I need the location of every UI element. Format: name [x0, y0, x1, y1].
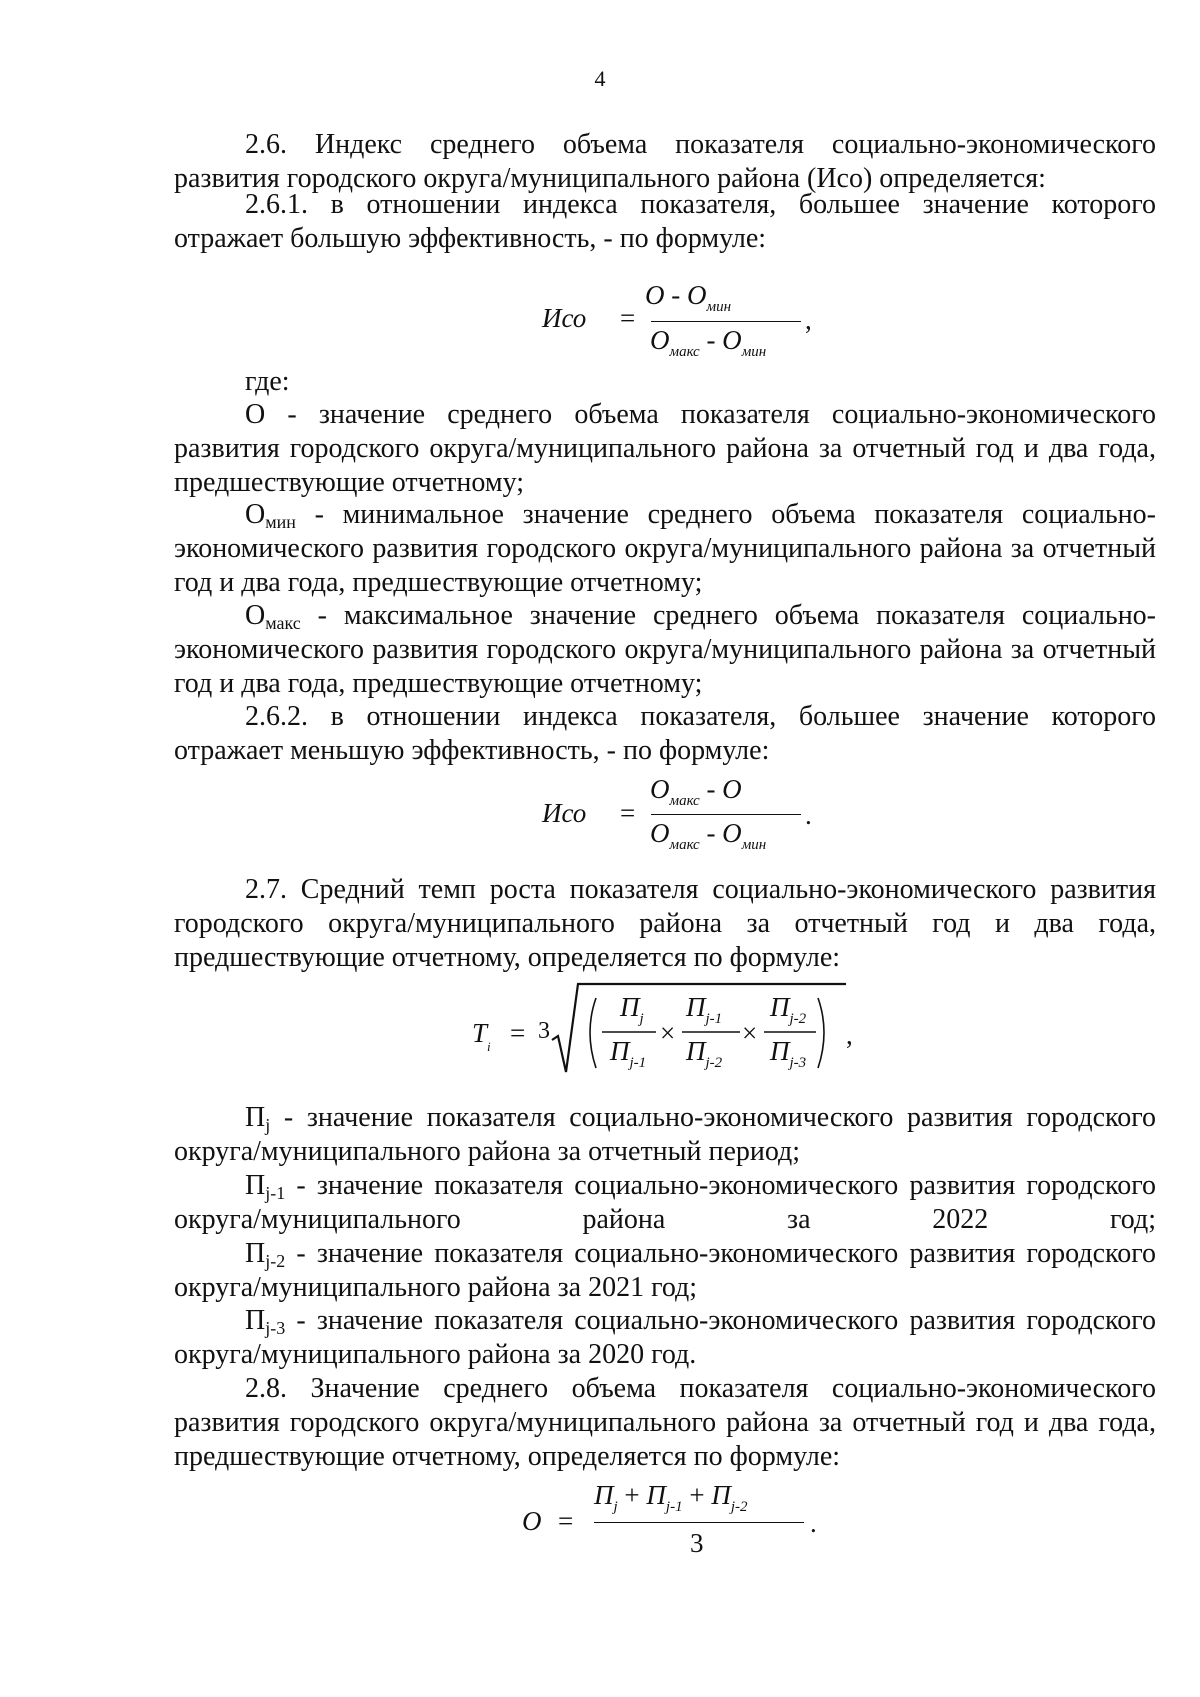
- formula-trailing-period: .: [805, 800, 812, 830]
- definition-o-max: $О_{макс}$ - максимальное значение среднего объема показателя социально-экономического развития городского округа/муниципального района за отчетный год и два года, предшествующие отчетному;: [174, 600, 1156, 699]
- formula-trailing-comma: ,: [846, 1020, 853, 1050]
- frac2-numerator: $П_{j-1}$: [686, 992, 723, 1027]
- formula-growth-rate: [460, 980, 860, 1080]
- frac1-denominator: $П_{j-1}$: [610, 1036, 647, 1071]
- frac3-denominator: $П_{j-3}$: [770, 1036, 807, 1071]
- formula-equals: =: [510, 1018, 526, 1048]
- page-number: 4: [594, 66, 606, 91]
- paragraph-2-6-1: 2.6.1. в отношении индекса показателя, большее значение которого отражает большую эффективность, - по формуле:: [174, 189, 1156, 254]
- formula-lhs: Исо: [542, 303, 587, 333]
- frac2-denominator: $П_{j-2}$: [686, 1036, 723, 1071]
- times-sign-2: ×: [742, 1018, 758, 1048]
- formula-equals: =: [620, 798, 636, 828]
- formula-iso-1: [530, 275, 812, 360]
- formula-equals: =: [620, 303, 636, 333]
- fraction-bar: [651, 814, 801, 815]
- definition-pj: $П_j$ - значение показателя социально-экономического развития городского округа/муниципального района за отчетный период;: [174, 1102, 1156, 1167]
- formula-equals: =: [558, 1506, 574, 1536]
- formula-numerator: $О_{макс}$ - О: [650, 774, 742, 809]
- times-sign-1: ×: [660, 1018, 676, 1048]
- definition-o-min: $О_{мин}$ - минимальное значение среднего объема показателя социально-экономического развития городского округа/муниципального района за отчетный год и два года, предшествующие отчетному;: [174, 499, 1156, 598]
- formula-numerator: $П_j + П_{j-1} + П_{j-2}$: [594, 1480, 748, 1515]
- fraction-bar: [651, 321, 801, 322]
- frac3-numerator: $П_{j-2}$: [770, 992, 807, 1027]
- formula-trailing-comma: ,: [805, 305, 812, 335]
- formula-lhs: $T_i$: [472, 1018, 491, 1054]
- formula-lhs: Исо: [542, 798, 587, 828]
- formula-iso-2: [530, 770, 812, 853]
- formula-numerator: О - $О_{мин}$: [645, 280, 732, 315]
- paragraph-2-8: 2.8. Значение среднего объема показателя социально-экономического развития городского округа/муниципального района за отчетный год и два года, предшествующие отчетному, определяется по формуле:: [174, 1373, 1156, 1472]
- formula-denominator: $О_{макс} - О_{мин}$: [650, 325, 767, 360]
- formula-lhs: О: [522, 1506, 542, 1536]
- definition-pj2: $П_{j-2}$ - значение показателя социально-экономического развития городского округа/муниципального района за 2021 год;: [174, 1238, 1156, 1303]
- formula-trailing-period: .: [810, 1508, 817, 1538]
- paragraph-2-6: 2.6. Индекс среднего объема показателя социально-экономического развития городского округа/муниципального района (Исо) определяется:: [174, 129, 1156, 194]
- paragraph-2-7: 2.7. Средний темп роста показателя социально-экономического развития городского округа/муниципального района за отчетный год и два года, предшествующие отчетному, определяется по формуле:: [174, 874, 1156, 973]
- root-index: 3: [538, 1018, 550, 1044]
- formula-average-volume: [510, 1478, 830, 1568]
- fraction-bar: [594, 1522, 804, 1523]
- definition-o: О - значение среднего объема показателя социально-экономического развития городского округа/муниципального района за отчетный год и два года, предшествующие отчетному;: [174, 399, 1156, 498]
- formula-denominator: $О_{макс} - О_{мин}$: [650, 818, 767, 853]
- definition-pj3: $П_{j-3}$ - значение показателя социально-экономического развития городского округа/муниципального района за 2020 год.: [174, 1305, 1156, 1370]
- formula-denominator: 3: [690, 1528, 704, 1558]
- frac1-numerator: $П_j$: [620, 992, 644, 1027]
- where-label: где:: [245, 366, 290, 397]
- paragraph-2-6-2: 2.6.2. в отношении индекса показателя, большее значение которого отражает меньшую эффективность, - по формуле:: [174, 701, 1156, 766]
- definition-pj1: $П_{j-1}$ - значение показателя социально-экономического развития городского округа/муниципального района за 2022 год;: [174, 1170, 1156, 1235]
